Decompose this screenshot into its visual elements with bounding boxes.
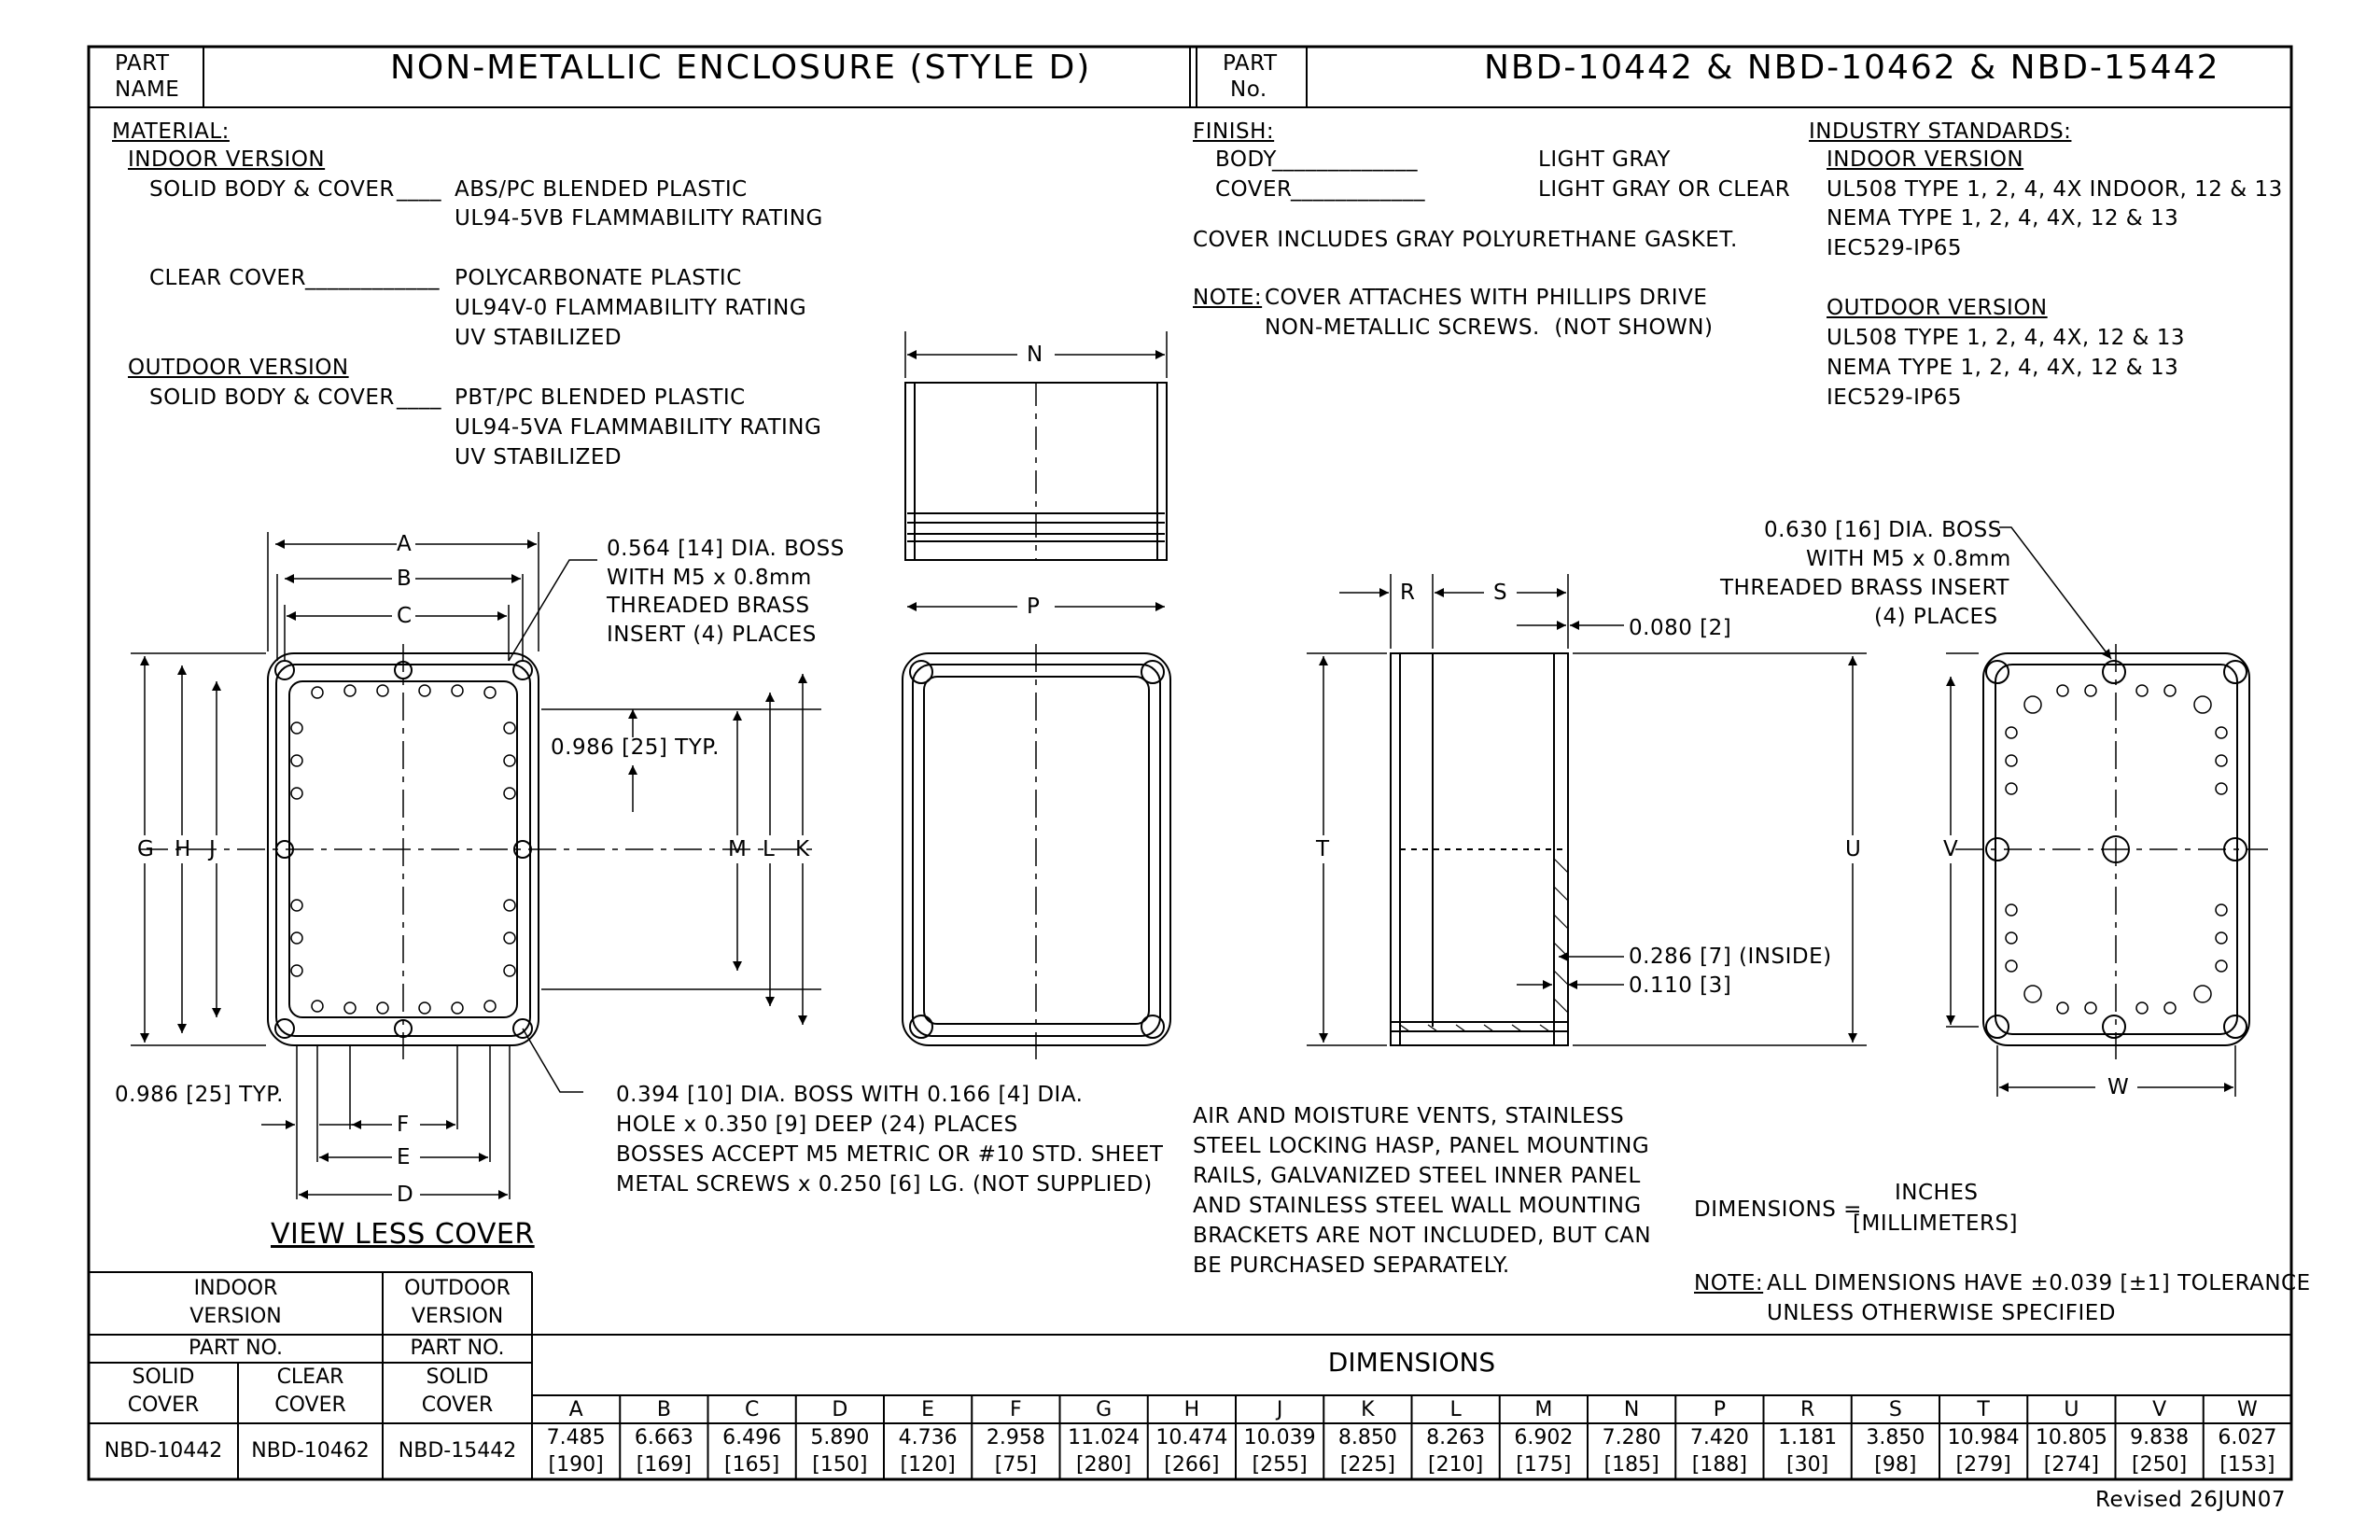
finish-cover-label: COVER bbox=[1215, 177, 1293, 202]
table-cell-inches: 7.485 bbox=[546, 1426, 606, 1449]
table-cell-mm: [175] bbox=[1516, 1453, 1572, 1477]
dim-letter-f: F bbox=[397, 1113, 410, 1137]
enclosure-cover-view bbox=[903, 644, 1170, 1059]
boss-14-line-3: THREADED BRASS bbox=[607, 594, 810, 618]
tolerance-note-label: NOTE: bbox=[1694, 1271, 1764, 1295]
enclosure-section-view bbox=[1307, 574, 1867, 1045]
dim-letter-p: P bbox=[1027, 595, 1041, 619]
table-col-header: R bbox=[1799, 1398, 1815, 1421]
table-part-clear: NBD-10462 bbox=[251, 1439, 370, 1463]
wall-110-label: 0.110 [3] bbox=[1629, 973, 1732, 998]
indoor-body-line-1: ABS/PC BLENDED PLASTIC bbox=[455, 177, 748, 202]
boss-10-line-3: BOSSES ACCEPT M5 METRIC OR #10 STD. SHEET bbox=[616, 1142, 1164, 1167]
table-cell-mm: [250] bbox=[2132, 1453, 2188, 1477]
leader-dash: ____ bbox=[397, 177, 441, 202]
standards-indoor-heading: INDOOR VERSION bbox=[1827, 147, 2024, 172]
accessories-line-2: STEEL LOCKING HASP, PANEL MOUNTING bbox=[1193, 1134, 1650, 1158]
table-col-header: C bbox=[744, 1398, 760, 1421]
table-cell-mm: [188] bbox=[1691, 1453, 1747, 1477]
table-cell-mm: [225] bbox=[1339, 1453, 1395, 1477]
outdoor-body-line-2: UL94-5VA FLAMMABILITY RATING bbox=[455, 415, 822, 440]
part-name: NON-METALLIC ENCLOSURE (STYLE D) bbox=[390, 49, 1092, 87]
table-col-header: J bbox=[1276, 1398, 1283, 1421]
boss-14-line-1: 0.564 [14] DIA. BOSS bbox=[607, 537, 845, 561]
finish-note-line-1: COVER ATTACHES WITH PHILLIPS DRIVE bbox=[1265, 286, 1708, 310]
table-cell-mm: [255] bbox=[1252, 1453, 1308, 1477]
material-heading: MATERIAL: bbox=[112, 119, 230, 144]
dim-letter-a: A bbox=[397, 532, 413, 556]
tolerance-line-2: UNLESS OTHERWISE SPECIFIED bbox=[1767, 1301, 2116, 1325]
table-col-header: V bbox=[2152, 1398, 2167, 1421]
revision-note: Revised 26JUN07 bbox=[2095, 1488, 2286, 1512]
table-cell-inches: 6.902 bbox=[1514, 1426, 1574, 1449]
boss-16-line-4: (4) PLACES bbox=[1874, 605, 1998, 629]
typ-25-right: 0.986 [25] TYP. bbox=[551, 735, 720, 760]
leader-dash: ____________ bbox=[1291, 177, 1425, 202]
outdoor-version-heading: OUTDOOR VERSION bbox=[128, 356, 349, 380]
outdoor-body-line-3: UV STABILIZED bbox=[455, 445, 623, 469]
standards-indoor-line-3: IEC529-IP65 bbox=[1827, 236, 1962, 260]
table-solid-cover-2: COVER bbox=[127, 1393, 200, 1417]
table-cell-inches: 10.474 bbox=[1155, 1426, 1228, 1449]
dim-letter-e: E bbox=[397, 1145, 412, 1169]
table-cell-mm: [169] bbox=[636, 1453, 692, 1477]
table-col-header: B bbox=[656, 1398, 671, 1421]
finish-note-line-2: NON-METALLIC SCREWS. (NOT SHOWN) bbox=[1265, 315, 1714, 340]
gasket-note: COVER INCLUDES GRAY POLYURETHANE GASKET. bbox=[1193, 228, 1738, 252]
dimensions-equals-label: DIMENSIONS = bbox=[1694, 1197, 1862, 1222]
table-cell-mm: [153] bbox=[2219, 1453, 2275, 1477]
dim-letter-t: T bbox=[1316, 837, 1330, 861]
table-indoor-part-no: PART NO. bbox=[189, 1337, 283, 1360]
table-cell-inches: 7.280 bbox=[1602, 1426, 1661, 1449]
table-cell-inches: 11.024 bbox=[1068, 1426, 1141, 1449]
standards-indoor-line-1: UL508 TYPE 1, 2, 4, 4X INDOOR, 12 & 13 bbox=[1827, 177, 2283, 202]
table-cell-mm: [75] bbox=[994, 1453, 1037, 1477]
standards-outdoor-line-3: IEC529-IP65 bbox=[1827, 385, 1962, 410]
dim-letter-m: M bbox=[728, 837, 748, 861]
table-clear-cover-2: COVER bbox=[274, 1393, 346, 1417]
finish-body-value: LIGHT GRAY bbox=[1538, 147, 1671, 172]
boss-14-line-4: INSERT (4) PLACES bbox=[607, 623, 817, 647]
table-col-header: M bbox=[1534, 1398, 1553, 1421]
table-cell-inches: 5.890 bbox=[810, 1426, 870, 1449]
table-col-header: L bbox=[1449, 1398, 1462, 1421]
table-cell-inches: 1.181 bbox=[1778, 1426, 1838, 1449]
table-col-header: S bbox=[1888, 1398, 1902, 1421]
standards-outdoor-heading: OUTDOOR VERSION bbox=[1827, 296, 2048, 320]
table-cell-inches: 4.736 bbox=[898, 1426, 958, 1449]
part-no-label-2: No. bbox=[1230, 77, 1267, 102]
table-cell-inches: 10.805 bbox=[2035, 1426, 2107, 1449]
outdoor-body-label: SOLID BODY & COVER bbox=[149, 385, 395, 410]
table-cell-inches: 9.838 bbox=[2130, 1426, 2190, 1449]
table-part-solid: NBD-10442 bbox=[104, 1439, 223, 1463]
tolerance-line-1: ALL DIMENSIONS HAVE ±0.039 [±1] TOLERANCE bbox=[1767, 1271, 2311, 1295]
table-cell-mm: [280] bbox=[1076, 1453, 1132, 1477]
dim-letter-k: K bbox=[795, 837, 810, 861]
section-wall-hatch bbox=[1400, 859, 1568, 1031]
outdoor-body-line-1: PBT/PC BLENDED PLASTIC bbox=[455, 385, 746, 410]
table-col-header: F bbox=[1010, 1398, 1022, 1421]
table-col-header: N bbox=[1623, 1398, 1640, 1421]
table-cell-inches: 3.850 bbox=[1866, 1426, 1925, 1449]
finish-cover-value: LIGHT GRAY OR CLEAR bbox=[1538, 177, 1791, 202]
dim-letter-s: S bbox=[1493, 581, 1508, 605]
view-less-cover-drawing bbox=[140, 644, 812, 1059]
clear-cover-line-1: POLYCARBONATE PLASTIC bbox=[455, 266, 742, 290]
table-col-header: A bbox=[568, 1398, 583, 1421]
part-name-label-1: PART bbox=[115, 51, 170, 76]
table-cell-inches: 6.027 bbox=[2218, 1426, 2277, 1449]
dim-letter-c: C bbox=[397, 604, 413, 628]
part-name-label-2: NAME bbox=[115, 77, 180, 102]
dim-letter-n: N bbox=[1027, 343, 1043, 367]
enclosure-side-view bbox=[905, 331, 1167, 607]
table-outdoor-part-no: PART NO. bbox=[410, 1337, 505, 1360]
boss-10-line-4: METAL SCREWS x 0.250 [6] LG. (NOT SUPPLIED) bbox=[616, 1172, 1153, 1197]
table-cell-mm: [30] bbox=[1786, 1453, 1829, 1477]
boss-10-line-1: 0.394 [10] DIA. BOSS WITH 0.166 [4] DIA. bbox=[616, 1083, 1084, 1107]
table-cell-inches: 6.496 bbox=[722, 1426, 782, 1449]
dim-letter-w: W bbox=[2107, 1075, 2130, 1099]
accessories-line-1: AIR AND MOISTURE VENTS, STAINLESS bbox=[1193, 1104, 1625, 1128]
table-cell-mm: [279] bbox=[1955, 1453, 2011, 1477]
boss-16-line-1: 0.630 [16] DIA. BOSS bbox=[1764, 518, 2002, 542]
table-part-outdoor: NBD-15442 bbox=[398, 1439, 517, 1463]
typ-25-left: 0.986 [25] TYP. bbox=[115, 1083, 284, 1107]
table-dimensions-header: DIMENSIONS bbox=[1327, 1347, 1496, 1378]
standards-heading: INDUSTRY STANDARDS: bbox=[1809, 119, 2072, 144]
table-cell-inches: 10.039 bbox=[1243, 1426, 1316, 1449]
indoor-body-line-2: UL94-5VB FLAMMABILITY RATING bbox=[455, 206, 823, 231]
table-cell-mm: [210] bbox=[1428, 1453, 1484, 1477]
table-col-header: E bbox=[921, 1398, 935, 1421]
view-less-cover-label: VIEW LESS COVER bbox=[271, 1218, 535, 1251]
standards-outdoor-line-1: UL508 TYPE 1, 2, 4, 4X, 12 & 13 bbox=[1827, 326, 2186, 350]
dim-letter-u: U bbox=[1845, 837, 1862, 861]
dimensions-mm: [MILLIMETERS] bbox=[1853, 1211, 2019, 1236]
table-outdoor-solid-2: COVER bbox=[421, 1393, 494, 1417]
table-indoor-header-1: INDOOR bbox=[193, 1277, 278, 1300]
table-solid-cover-1: SOLID bbox=[132, 1365, 195, 1389]
table-cell-inches: 7.420 bbox=[1689, 1426, 1749, 1449]
boss-16-line-2: WITH M5 x 0.8mm bbox=[1806, 547, 2011, 571]
table-outdoor-solid-1: SOLID bbox=[426, 1365, 489, 1389]
standards-indoor-line-2: NEMA TYPE 1, 2, 4, 4X, 12 & 13 bbox=[1827, 206, 2179, 231]
inside-286-label: 0.286 [7] (INSIDE) bbox=[1629, 945, 1832, 969]
part-no-label-1: PART bbox=[1223, 51, 1278, 76]
part-number: NBD-10442 & NBD-10462 & NBD-15442 bbox=[1484, 49, 2220, 87]
indoor-body-label: SOLID BODY & COVER bbox=[149, 177, 395, 202]
table-cell-mm: [266] bbox=[1164, 1453, 1220, 1477]
accessories-line-3: RAILS, GALVANIZED STEEL INNER PANEL bbox=[1193, 1164, 1641, 1188]
table-cell-mm: [274] bbox=[2043, 1453, 2099, 1477]
table-cell-inches: 8.850 bbox=[1337, 1426, 1397, 1449]
dim-letter-d: D bbox=[397, 1183, 414, 1207]
dim-letter-l: L bbox=[763, 837, 776, 861]
dim-letter-h: H bbox=[175, 837, 191, 861]
standards-outdoor-line-2: NEMA TYPE 1, 2, 4, 4X, 12 & 13 bbox=[1827, 356, 2179, 380]
table-outdoor-header-2: VERSION bbox=[411, 1305, 504, 1328]
clear-cover-line-3: UV STABILIZED bbox=[455, 326, 623, 350]
finish-body-label: BODY bbox=[1215, 147, 1277, 172]
finish-heading: FINISH: bbox=[1193, 119, 1275, 144]
dim-letter-r: R bbox=[1400, 581, 1416, 605]
indoor-version-heading: INDOOR VERSION bbox=[128, 147, 326, 172]
dim-letter-v: V bbox=[1943, 837, 1959, 861]
leader-dash: _____________ bbox=[1272, 147, 1418, 172]
dim-letter-j: J bbox=[209, 837, 217, 861]
boss-14-line-2: WITH M5 x 0.8mm bbox=[607, 566, 812, 590]
clear-cover-line-2: UL94V-0 FLAMMABILITY RATING bbox=[455, 296, 807, 320]
table-col-header: H bbox=[1183, 1398, 1200, 1421]
dim-letter-g: G bbox=[137, 837, 155, 861]
table-cell-mm: [190] bbox=[548, 1453, 604, 1477]
table-clear-cover-1: CLEAR bbox=[276, 1365, 344, 1389]
table-col-header: U bbox=[2064, 1398, 2079, 1421]
table-cell-mm: [165] bbox=[724, 1453, 780, 1477]
table-col-header: K bbox=[1361, 1398, 1375, 1421]
table-cell-mm: [120] bbox=[900, 1453, 956, 1477]
boss-10-line-2: HOLE x 0.350 [9] DEEP (24) PLACES bbox=[616, 1113, 1018, 1137]
table-cell-inches: 8.263 bbox=[1426, 1426, 1486, 1449]
leader-dash: ____ bbox=[397, 385, 441, 410]
accessories-line-5: BRACKETS ARE NOT INCLUDED, BUT CAN bbox=[1193, 1224, 1652, 1248]
table-outdoor-header-1: OUTDOOR bbox=[404, 1277, 511, 1300]
leader-dash: ____________ bbox=[305, 266, 440, 290]
table-cell-inches: 6.663 bbox=[634, 1426, 693, 1449]
accessories-line-6: BE PURCHASED SEPARATELY. bbox=[1193, 1253, 1510, 1278]
table-col-header: G bbox=[1096, 1398, 1113, 1421]
dimensions-inches: INCHES bbox=[1895, 1181, 1979, 1205]
dim-letter-b: B bbox=[397, 567, 413, 591]
finish-note-label: NOTE: bbox=[1193, 286, 1263, 310]
boss-16-line-3: THREADED BRASS INSERT bbox=[1720, 576, 2009, 600]
table-col-header: D bbox=[832, 1398, 848, 1421]
table-cell-mm: [98] bbox=[1874, 1453, 1917, 1477]
accessories-line-4: AND STAINLESS STEEL WALL MOUNTING bbox=[1193, 1194, 1642, 1218]
table-cell-mm: [185] bbox=[1603, 1453, 1659, 1477]
clear-cover-label: CLEAR COVER bbox=[149, 266, 306, 290]
table-col-header: W bbox=[2236, 1398, 2258, 1421]
table-col-header: P bbox=[1713, 1398, 1727, 1421]
table-col-header: T bbox=[1977, 1398, 1990, 1421]
table-indoor-header-2: VERSION bbox=[189, 1305, 282, 1328]
table-cell-inches: 2.958 bbox=[986, 1426, 1045, 1449]
table-cell-mm: [150] bbox=[812, 1453, 868, 1477]
gap-080-label: 0.080 [2] bbox=[1629, 616, 1732, 640]
table-cell-inches: 10.984 bbox=[1947, 1426, 2020, 1449]
